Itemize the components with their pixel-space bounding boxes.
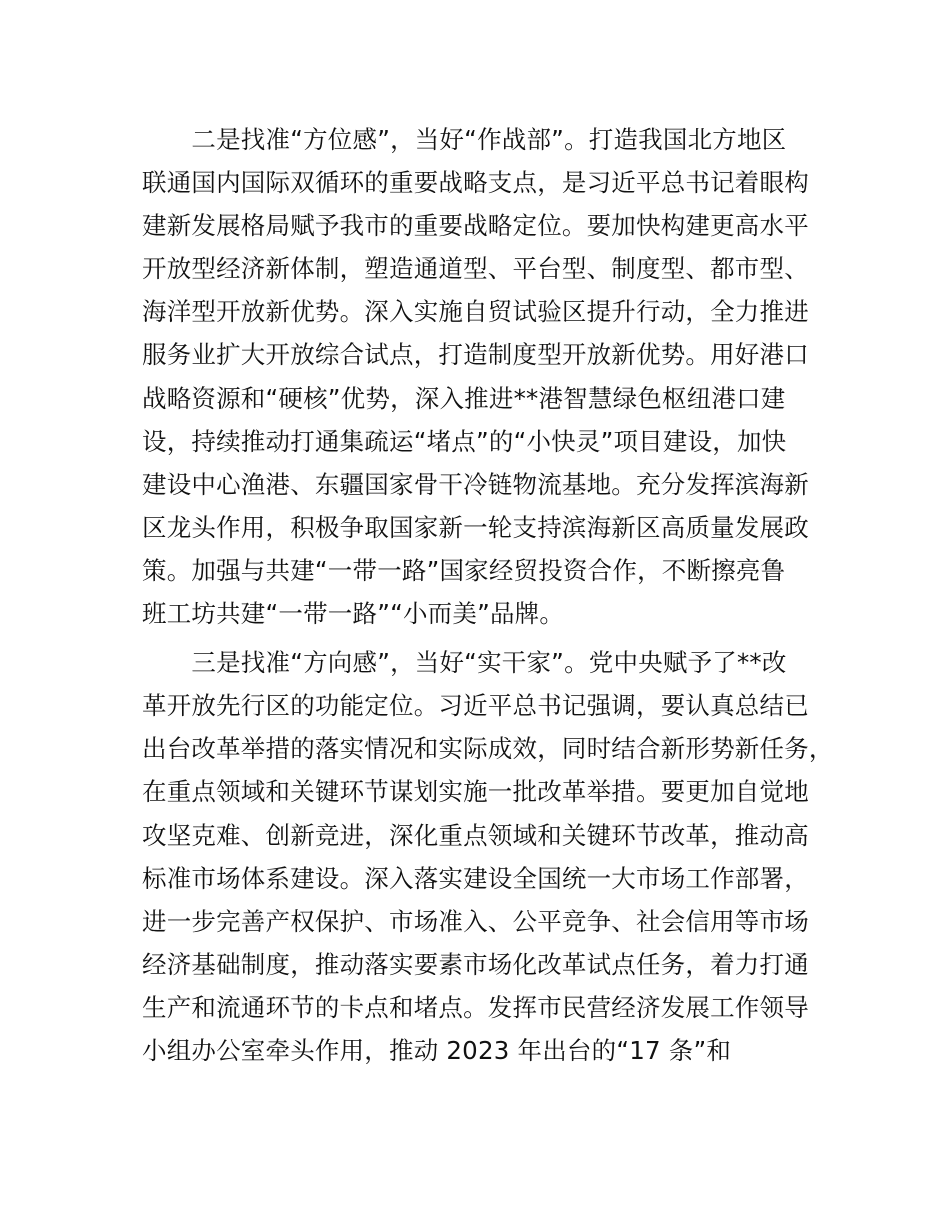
text-line: 海洋型开放新优势。深入实施自贸试验区提升行动，全力推进 [142,297,809,327]
text-line: 在重点领域和关键环节谋划实施一批改革举措。要更加自觉地 [142,777,809,807]
text-line: 区龙头作用，积极争取国家新一轮支持滨海新区高质量发展政 [142,512,809,542]
text-line: 战略资源和“硬核”优势，深入推进**港智慧绿色枢纽港口建 [142,383,786,413]
text-line: 攻坚克难、创新竞进，深化重点领域和关键环节改革，推动高 [142,820,809,850]
text-line: 革开放先行区的功能定位。习近平总书记强调，要认真总结已 [142,691,809,721]
text-line: 服务业扩大开放综合试点，打造制度型开放新优势。用好港口 [142,340,809,370]
text-line: 经济基础制度，推动落实要素市场化改革试点任务，着力打通 [142,949,809,979]
text-line: 生产和流通环节的卡点和堵点。发挥市民营经济发展工作领导 [142,992,809,1022]
text-line: 联通国内国际双循环的重要战略支点，是习近平总书记着眼构 [142,168,809,198]
text-line: 班工坊共建“一带一路”“小而美”品牌。 [142,599,565,629]
text-line: 二是找准“方位感”，当好“作战部”。打造我国北方地区 [142,125,787,154]
text-line: 出台改革举措的落实情况和实际成效，同时结合新形势新任务， [142,734,834,764]
text-line: 开放型经济新体制，塑造通道型、平台型、制度型、都市型、 [142,254,809,284]
text-line: 小组办公室牵头作用，推动 2023 年出台的“17 条”和 [142,1035,732,1065]
paragraph-fangweigan [142,118,842,635]
text-line: 进一步完善产权保护、市场准入、公平竞争、社会信用等市场 [142,906,809,936]
document-body [142,118,842,1072]
text-line: 建设中心渔港、东疆国家骨干冷链物流基地。充分发挥滨海新 [142,469,809,499]
text-line: 三是找准“方向感”，当好“实干家”。党中央赋予了**改 [142,648,787,678]
paragraph-fangxianggan [142,641,842,1072]
text-line: 设，持续推动打通集疏运“堵点”的“小快灵”项目建设，加快 [142,426,787,456]
text-line: 标准市场体系建设。深入落实建设全国统一大市场工作部署， [142,863,809,893]
text-line: 策。加强与共建“一带一路”国家经贸投资合作，不断擦亮鲁 [142,555,786,585]
text-line: 建新发展格局赋予我市的重要战略定位。要加快构建更高水平 [142,211,809,241]
